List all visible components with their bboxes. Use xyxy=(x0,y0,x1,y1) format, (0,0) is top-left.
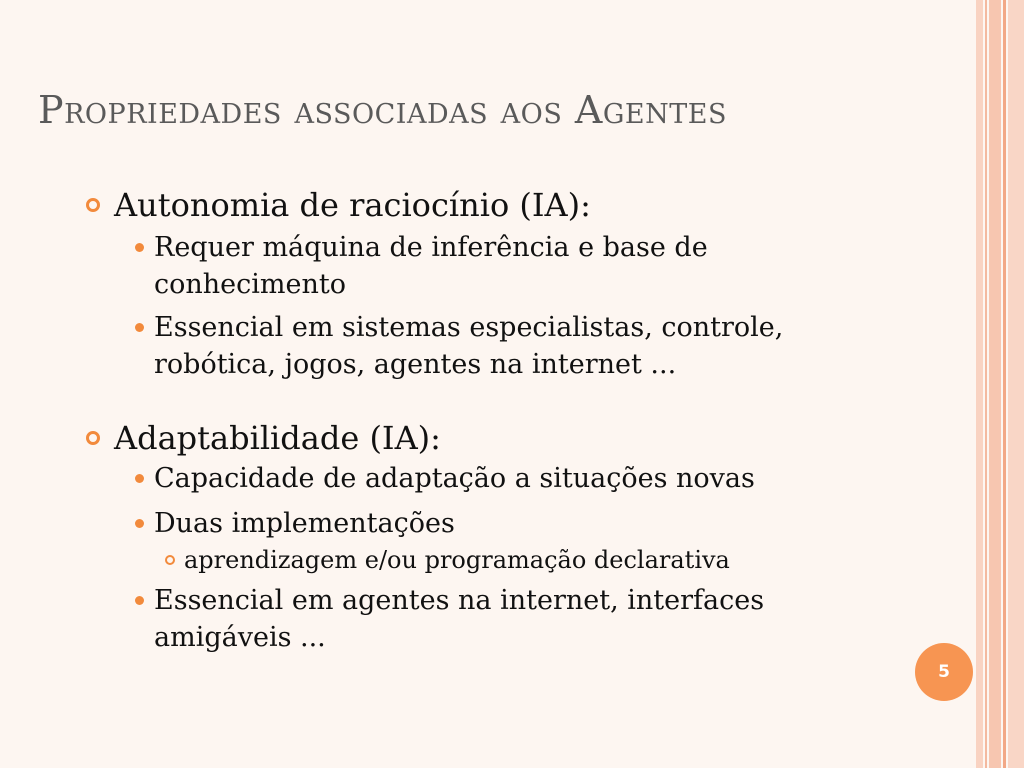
list-item-text: Duas implementações xyxy=(154,508,455,539)
dot-bullet-icon xyxy=(135,323,144,332)
bullet-section-adaptabilidade xyxy=(84,418,884,458)
dot-bullet-icon xyxy=(135,596,144,605)
dot-bullet-icon xyxy=(135,519,144,528)
bullet-section-autonomia xyxy=(84,185,884,225)
small-ring-bullet-icon xyxy=(165,555,175,565)
list-item-text: Essencial em sistemas especialistas, controle, robótica, jogos, agentes na internet ... xyxy=(154,312,784,380)
page-number: 5 xyxy=(938,662,950,682)
stripe xyxy=(1003,0,1006,768)
list-item-text: Capacidade de adaptação a situações novas xyxy=(154,463,755,494)
dot-bullet-icon xyxy=(135,243,144,252)
section-heading: Autonomia de raciocínio (IA): xyxy=(114,186,591,224)
decorative-stripes xyxy=(976,0,1024,768)
page-number-badge xyxy=(915,643,973,701)
section-heading: Adaptabilidade (IA): xyxy=(114,419,441,457)
stripe xyxy=(989,0,1001,768)
list-item xyxy=(134,582,884,656)
stripe xyxy=(985,0,987,768)
list-item-text: Essencial em agentes na internet, interfaces amigáveis ... xyxy=(154,585,765,653)
ring-bullet-icon xyxy=(86,198,100,212)
stripe xyxy=(976,0,983,768)
list-item xyxy=(134,505,884,542)
dot-bullet-icon xyxy=(135,474,144,483)
stripe xyxy=(1008,0,1024,768)
slide-title: Propriedades associadas aos Agentes xyxy=(38,88,727,132)
ring-bullet-icon xyxy=(86,431,100,445)
list-item xyxy=(134,460,884,497)
list-item-text: Requer máquina de inferência e base de conhecimento xyxy=(154,232,708,300)
list-item xyxy=(134,229,884,303)
sub-list-item xyxy=(164,544,884,576)
sub-list-item-text: aprendizagem e/ou programação declarativa xyxy=(184,546,730,574)
slide-content xyxy=(84,185,884,656)
list-item xyxy=(134,309,884,383)
